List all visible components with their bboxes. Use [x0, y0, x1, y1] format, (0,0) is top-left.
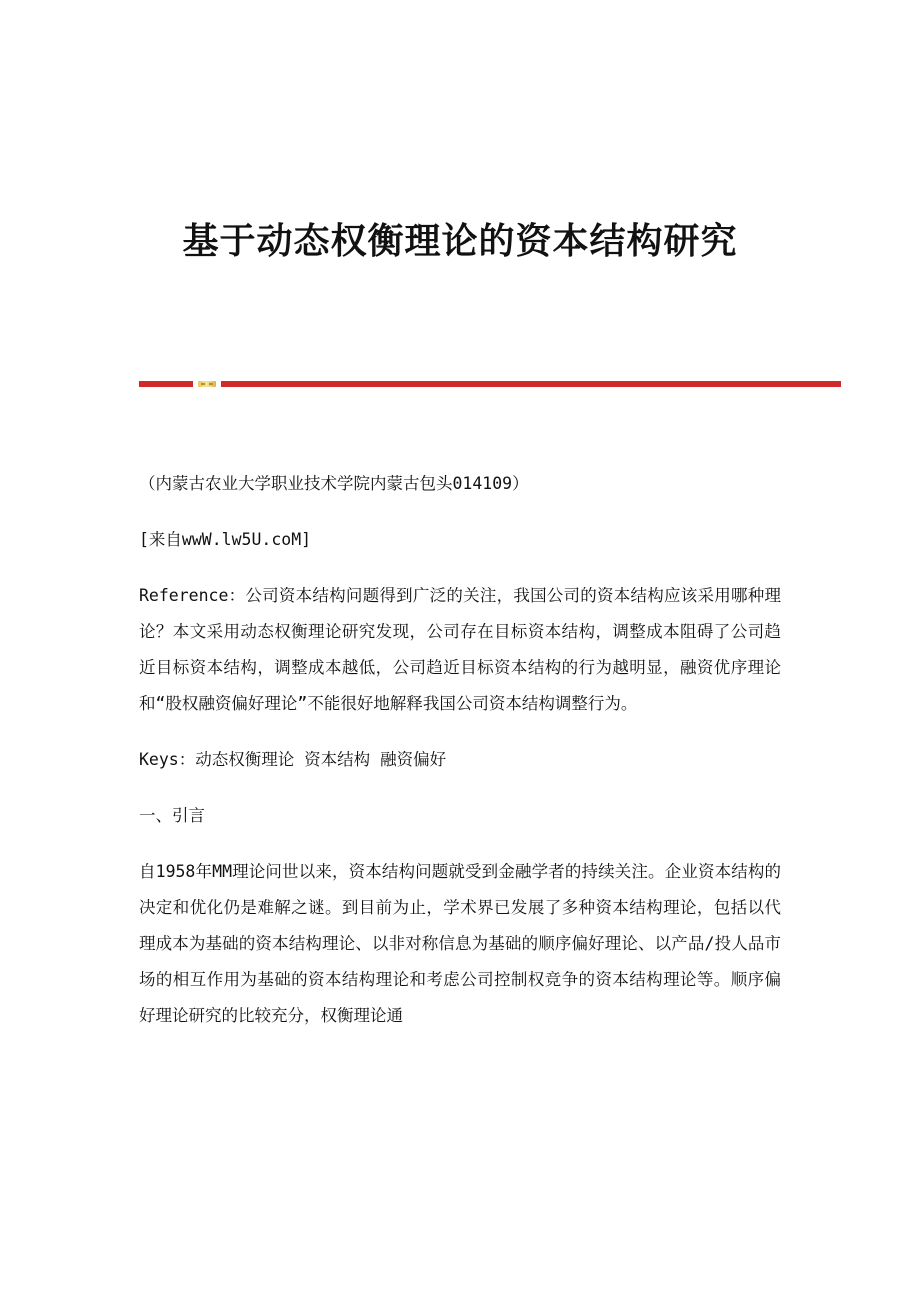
document-body	[139, 466, 781, 1034]
divider-ornament-icon	[198, 381, 216, 387]
divider-rule-left	[139, 381, 193, 387]
title-divider	[139, 381, 841, 387]
affiliation: （内蒙古农业大学职业技术学院内蒙古包头014109）	[139, 474, 529, 493]
keywords: Keys：动态权衡理论 资本结构 融资偏好	[139, 750, 447, 769]
source-note: [来自wwW.lw5U.coM]	[139, 530, 312, 549]
abstract: Reference：公司资本结构问题得到广泛的关注，我国公司的资本结构应该采用哪种理论？本文采用动态权衡理论研究发现，公司存在目标资本结构，调整成本阻碍了公司趋近目标资本结构，调整成本越低，公司趋近目标资本结构的行为越明显，融资优序理论和“股权融资偏好理论”不能很好地解释我国公司资本结构调整行为。	[139, 586, 781, 713]
section-heading: 一、引言	[139, 806, 205, 825]
intro-paragraph: 自1958年MM理论问世以来，资本结构问题就受到金融学者的持续关注。企业资本结构的决定和优化仍是难解之谜。到目前为止，学术界已发展了多种资本结构理论，包括以代理成本为基础的资本结构理论、以非对称信息为基础的顺序偏好理论、以产品/投人品市场的相互作用为基础的资本结构理论和考虑公司控制权竞争的资本结构理论等。顺序偏好理论研究的比较充分，权衡理论通	[139, 862, 781, 1025]
divider-rule-right	[221, 381, 841, 387]
document-title: 基于动态权衡理论的资本结构研究	[182, 220, 738, 262]
